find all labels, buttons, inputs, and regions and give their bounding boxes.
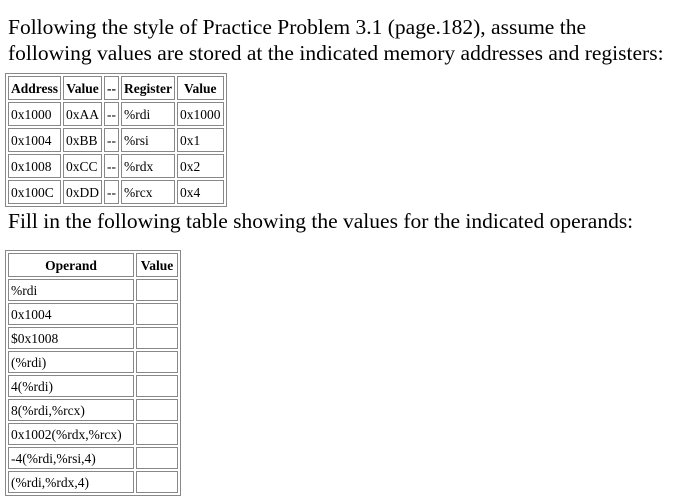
address-cell: 0x100C	[8, 180, 61, 204]
table-row	[8, 327, 178, 349]
problem-intro	[8, 14, 698, 66]
register-value-cell: 0x2	[177, 154, 224, 178]
table-row	[8, 351, 178, 373]
operand-cell: $0x1008	[8, 327, 134, 349]
separator-cell: --	[104, 154, 119, 178]
header-value: Value	[63, 76, 102, 100]
operand-cell: 0x1004	[8, 303, 134, 325]
register-value-cell: 0x1000	[177, 102, 224, 126]
value-cell: 0xCC	[63, 154, 102, 178]
table-row	[8, 447, 178, 469]
header-register: Register	[121, 76, 175, 100]
register-cell: %rdx	[121, 154, 175, 178]
operand-cell: 4(%rdi)	[8, 375, 134, 397]
table-row	[8, 423, 178, 445]
operand-cell: -4(%rdi,%rsi,4)	[8, 447, 134, 469]
intro-line-1: Following the style of Practice Problem 3.1 (page.182), assume the	[8, 15, 586, 39]
separator-cell: --	[104, 102, 119, 126]
memory-register-table	[5, 73, 227, 207]
table-row	[8, 102, 224, 126]
answer-value-cell[interactable]	[136, 303, 178, 325]
table-row	[8, 279, 178, 301]
table-row	[8, 399, 178, 421]
operand-cell: %rdi	[8, 279, 134, 301]
header-operand-value: Value	[136, 253, 178, 277]
header-address: Address	[8, 76, 61, 100]
table-row	[8, 471, 178, 493]
value-cell: 0xDD	[63, 180, 102, 204]
table-row	[8, 128, 224, 152]
value-cell: 0xAA	[63, 102, 102, 126]
operand-table-header-row	[8, 253, 178, 277]
address-cell: 0x1008	[8, 154, 61, 178]
register-cell: %rcx	[121, 180, 175, 204]
separator-cell: --	[104, 180, 119, 204]
memory-table-header-row	[8, 76, 224, 100]
answer-value-cell[interactable]	[136, 327, 178, 349]
table-row	[8, 180, 224, 204]
table-row	[8, 375, 178, 397]
answer-value-cell[interactable]	[136, 423, 178, 445]
value-cell: 0xBB	[63, 128, 102, 152]
operand-cell: (%rdi)	[8, 351, 134, 373]
fill-in-heading: Fill in the following table showing the values for the indicated operands:	[8, 209, 634, 233]
answer-value-cell[interactable]	[136, 351, 178, 373]
header-separator: --	[104, 76, 119, 100]
header-operand: Operand	[8, 253, 134, 277]
operand-table	[5, 250, 181, 496]
table-row	[8, 154, 224, 178]
answer-value-cell[interactable]	[136, 399, 178, 421]
register-value-cell: 0x1	[177, 128, 224, 152]
register-cell: %rdi	[121, 102, 175, 126]
answer-value-cell[interactable]	[136, 447, 178, 469]
answer-value-cell[interactable]	[136, 279, 178, 301]
operand-cell: 0x1002(%rdx,%rcx)	[8, 423, 134, 445]
register-value-cell: 0x4	[177, 180, 224, 204]
register-cell: %rsi	[121, 128, 175, 152]
header-register-value: Value	[177, 76, 224, 100]
table-row	[8, 303, 178, 325]
separator-cell: --	[104, 128, 119, 152]
operand-cell: (%rdi,%rdx,4)	[8, 471, 134, 493]
address-cell: 0x1000	[8, 102, 61, 126]
address-cell: 0x1004	[8, 128, 61, 152]
intro-line-2: following values are stored at the indicated memory addresses and registers:	[8, 41, 664, 65]
answer-value-cell[interactable]	[136, 375, 178, 397]
answer-value-cell[interactable]	[136, 471, 178, 493]
operand-cell: 8(%rdi,%rcx)	[8, 399, 134, 421]
